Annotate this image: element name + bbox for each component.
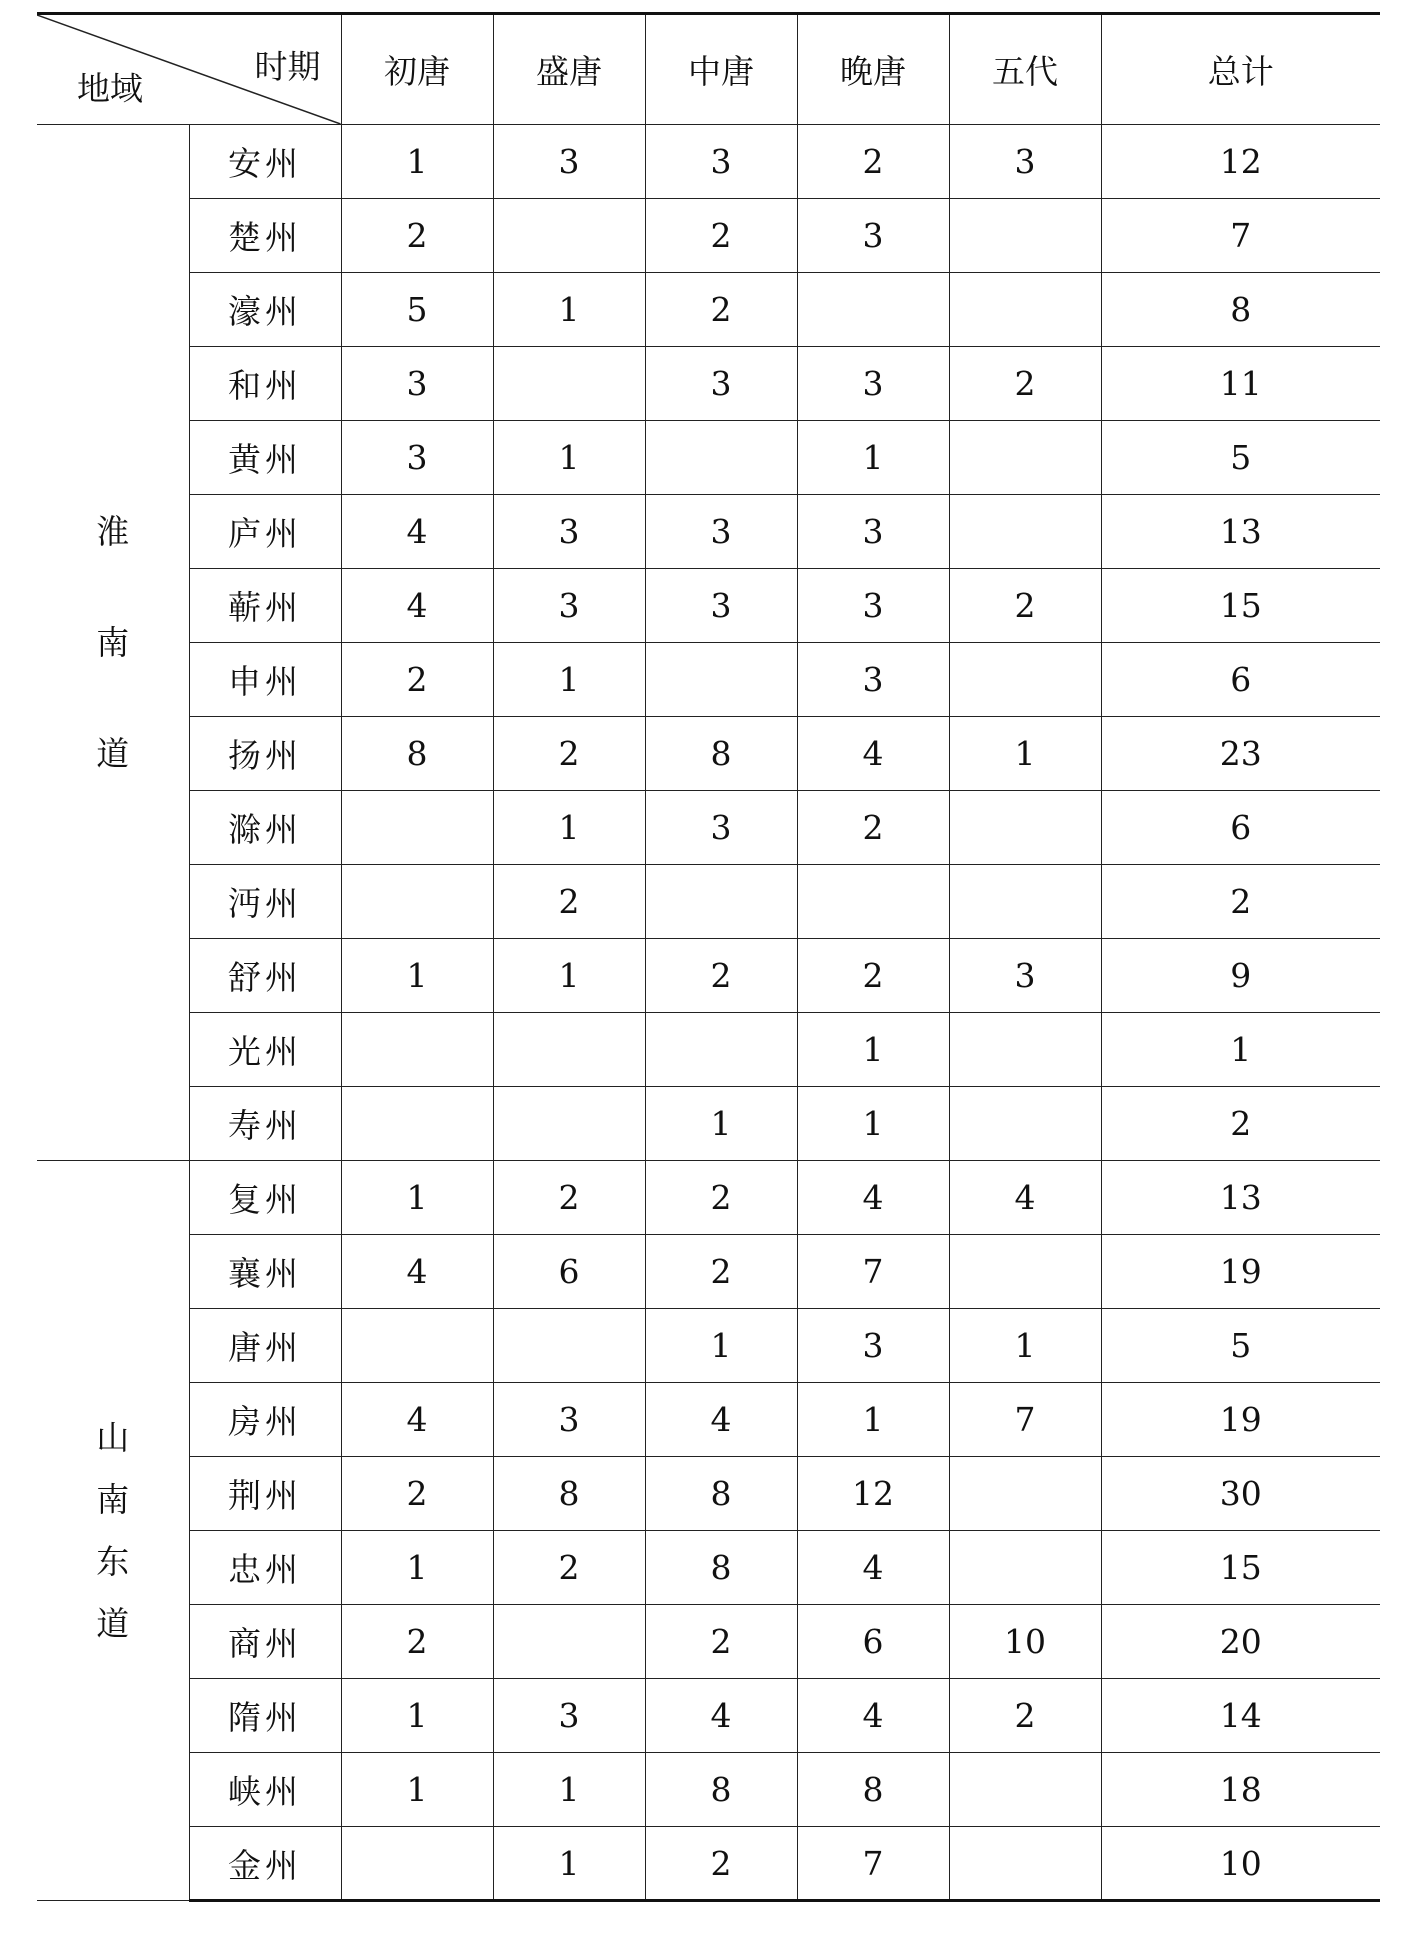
value-cell: 1: [493, 1753, 645, 1827]
total-cell: 10: [1101, 1827, 1380, 1901]
value-cell: 7: [949, 1383, 1101, 1457]
total-cell: 14: [1101, 1679, 1380, 1753]
value-cell: 4: [797, 1679, 949, 1753]
value-cell: 2: [797, 125, 949, 199]
value-cell: 4: [341, 495, 493, 569]
prefecture-name: 金州: [189, 1827, 341, 1901]
value-cell: 3: [341, 421, 493, 495]
column-header: 中唐: [645, 14, 797, 125]
corner-header-cell: [37, 14, 341, 125]
table-row: [37, 495, 1380, 569]
value-cell: [797, 273, 949, 347]
total-cell: 13: [1101, 495, 1380, 569]
value-cell: 2: [797, 791, 949, 865]
value-cell: [493, 199, 645, 273]
value-cell: 1: [341, 1753, 493, 1827]
table-row: [37, 643, 1380, 717]
value-cell: 10: [949, 1605, 1101, 1679]
value-cell: [341, 1013, 493, 1087]
header-row: [37, 14, 1380, 125]
prefecture-name: 商州: [189, 1605, 341, 1679]
value-cell: 2: [949, 569, 1101, 643]
value-cell: 8: [645, 1753, 797, 1827]
prefecture-name: 光州: [189, 1013, 341, 1087]
value-cell: 3: [797, 569, 949, 643]
value-cell: 2: [797, 939, 949, 1013]
prefecture-name: 舒州: [189, 939, 341, 1013]
value-cell: 4: [645, 1679, 797, 1753]
value-cell: 1: [949, 1309, 1101, 1383]
total-cell: 5: [1101, 1309, 1380, 1383]
value-cell: 1: [797, 1383, 949, 1457]
value-cell: 8: [645, 1531, 797, 1605]
total-cell: 19: [1101, 1235, 1380, 1309]
value-cell: 3: [797, 1309, 949, 1383]
prefecture-name: 扬州: [189, 717, 341, 791]
prefecture-name: 庐州: [189, 495, 341, 569]
value-cell: 1: [341, 125, 493, 199]
prefecture-name: 峡州: [189, 1753, 341, 1827]
value-cell: 5: [341, 273, 493, 347]
value-cell: 8: [797, 1753, 949, 1827]
value-cell: 3: [341, 347, 493, 421]
value-cell: 7: [797, 1827, 949, 1901]
value-cell: 3: [645, 495, 797, 569]
value-cell: 8: [341, 717, 493, 791]
table-row: [37, 1679, 1380, 1753]
value-cell: 1: [797, 1013, 949, 1087]
table-row: [37, 1087, 1380, 1161]
prefecture-name: 楚州: [189, 199, 341, 273]
value-cell: 1: [949, 717, 1101, 791]
value-cell: [949, 791, 1101, 865]
value-cell: 1: [645, 1309, 797, 1383]
prefecture-name: 房州: [189, 1383, 341, 1457]
prefecture-name: 襄州: [189, 1235, 341, 1309]
table-row: [37, 273, 1380, 347]
value-cell: 3: [493, 495, 645, 569]
value-cell: [341, 1087, 493, 1161]
value-cell: 3: [493, 125, 645, 199]
value-cell: 2: [645, 1827, 797, 1901]
value-cell: 1: [493, 273, 645, 347]
region-char: 南: [96, 1479, 130, 1519]
table-row: [37, 1309, 1380, 1383]
total-cell: 23: [1101, 717, 1380, 791]
table-row: [37, 1161, 1380, 1235]
value-cell: 3: [645, 125, 797, 199]
value-cell: 2: [493, 717, 645, 791]
prefecture-name: 蕲州: [189, 569, 341, 643]
value-cell: 2: [949, 1679, 1101, 1753]
value-cell: 3: [949, 939, 1101, 1013]
prefecture-name: 沔州: [189, 865, 341, 939]
prefecture-name: 滁州: [189, 791, 341, 865]
prefecture-name: 隋州: [189, 1679, 341, 1753]
value-cell: [645, 865, 797, 939]
value-cell: 4: [341, 1383, 493, 1457]
table-row: [37, 1827, 1380, 1901]
prefecture-name: 复州: [189, 1161, 341, 1235]
table-row: [37, 1605, 1380, 1679]
value-cell: 3: [797, 643, 949, 717]
total-cell: 15: [1101, 569, 1380, 643]
value-cell: 2: [341, 199, 493, 273]
table-row: [37, 1013, 1380, 1087]
table-row: [37, 1531, 1380, 1605]
table-row: [37, 1235, 1380, 1309]
value-cell: 8: [493, 1457, 645, 1531]
value-cell: [341, 1309, 493, 1383]
value-cell: [493, 1087, 645, 1161]
value-cell: 6: [493, 1235, 645, 1309]
table-row: [37, 791, 1380, 865]
prefecture-name: 荆州: [189, 1457, 341, 1531]
total-cell: 15: [1101, 1531, 1380, 1605]
value-cell: [949, 643, 1101, 717]
table-row: [37, 421, 1380, 495]
value-cell: 2: [949, 347, 1101, 421]
region-char: 东: [96, 1541, 130, 1581]
prefecture-name: 和州: [189, 347, 341, 421]
value-cell: 1: [645, 1087, 797, 1161]
value-cell: 3: [645, 347, 797, 421]
value-cell: [949, 1087, 1101, 1161]
value-cell: 2: [493, 1161, 645, 1235]
value-cell: 3: [797, 495, 949, 569]
total-cell: 7: [1101, 199, 1380, 273]
value-cell: 1: [493, 643, 645, 717]
prefecture-name: 唐州: [189, 1309, 341, 1383]
region-char: 淮: [96, 512, 130, 551]
value-cell: 7: [797, 1235, 949, 1309]
value-cell: 1: [341, 1531, 493, 1605]
table-row: [37, 1383, 1380, 1457]
value-cell: [341, 865, 493, 939]
value-cell: 4: [797, 1161, 949, 1235]
value-cell: [341, 1827, 493, 1901]
prefecture-name: 寿州: [189, 1087, 341, 1161]
corner-region-label: 地域: [77, 69, 143, 108]
value-cell: 1: [341, 1161, 493, 1235]
region-char: 道: [96, 734, 130, 773]
column-header: 总计: [1101, 14, 1380, 125]
column-header: 初唐: [341, 14, 493, 125]
total-cell: 11: [1101, 347, 1380, 421]
total-cell: 8: [1101, 273, 1380, 347]
total-cell: 2: [1101, 1087, 1380, 1161]
value-cell: 1: [341, 1679, 493, 1753]
value-cell: 2: [645, 199, 797, 273]
table-row: [37, 199, 1380, 273]
value-cell: 2: [645, 939, 797, 1013]
column-header: 晚唐: [797, 14, 949, 125]
prefecture-name: 安州: [189, 125, 341, 199]
total-cell: 6: [1101, 791, 1380, 865]
prefecture-name: 忠州: [189, 1531, 341, 1605]
value-cell: [949, 199, 1101, 273]
value-cell: 4: [797, 717, 949, 791]
value-cell: 1: [493, 939, 645, 1013]
value-cell: [949, 273, 1101, 347]
total-cell: 12: [1101, 125, 1380, 199]
value-cell: [949, 1827, 1101, 1901]
total-cell: 2: [1101, 865, 1380, 939]
value-cell: 2: [493, 1531, 645, 1605]
value-cell: 3: [645, 791, 797, 865]
column-header: 盛唐: [493, 14, 645, 125]
region-char: 道: [96, 1603, 130, 1643]
value-cell: 3: [645, 569, 797, 643]
value-cell: [493, 1013, 645, 1087]
table-row: [37, 717, 1380, 791]
value-cell: [949, 1753, 1101, 1827]
value-cell: [645, 1013, 797, 1087]
region-char: 山: [96, 1417, 130, 1457]
value-cell: 8: [645, 1457, 797, 1531]
total-cell: 19: [1101, 1383, 1380, 1457]
value-cell: [949, 1457, 1101, 1531]
value-cell: 3: [949, 125, 1101, 199]
value-cell: 2: [645, 273, 797, 347]
value-cell: 4: [949, 1161, 1101, 1235]
value-cell: 2: [645, 1161, 797, 1235]
value-cell: [341, 791, 493, 865]
value-cell: 2: [341, 1457, 493, 1531]
total-cell: 20: [1101, 1605, 1380, 1679]
value-cell: 6: [797, 1605, 949, 1679]
total-cell: 18: [1101, 1753, 1380, 1827]
value-cell: 3: [797, 347, 949, 421]
value-cell: [949, 1531, 1101, 1605]
value-cell: 3: [493, 1679, 645, 1753]
total-cell: 1: [1101, 1013, 1380, 1087]
total-cell: 5: [1101, 421, 1380, 495]
value-cell: [493, 1309, 645, 1383]
value-cell: 8: [645, 717, 797, 791]
value-cell: 2: [341, 1605, 493, 1679]
value-cell: [493, 347, 645, 421]
region-char: 南: [96, 623, 130, 662]
column-header: 五代: [949, 14, 1101, 125]
total-cell: 6: [1101, 643, 1380, 717]
value-cell: 4: [645, 1383, 797, 1457]
value-cell: 3: [493, 569, 645, 643]
corner-period-label: 时期: [254, 47, 321, 86]
value-cell: [797, 865, 949, 939]
value-cell: 1: [341, 939, 493, 1013]
value-cell: 2: [645, 1605, 797, 1679]
value-cell: [949, 1013, 1101, 1087]
value-cell: 1: [493, 421, 645, 495]
table-row: [37, 125, 1380, 199]
value-cell: 2: [341, 643, 493, 717]
value-cell: 1: [797, 421, 949, 495]
table-row: [37, 1457, 1380, 1531]
value-cell: 1: [797, 1087, 949, 1161]
prefecture-name: 濠州: [189, 273, 341, 347]
value-cell: [493, 1605, 645, 1679]
value-cell: 1: [493, 791, 645, 865]
value-cell: 4: [341, 569, 493, 643]
value-cell: 1: [493, 1827, 645, 1901]
value-cell: [949, 495, 1101, 569]
value-cell: [949, 421, 1101, 495]
value-cell: [949, 865, 1101, 939]
total-cell: 30: [1101, 1457, 1380, 1531]
value-cell: 12: [797, 1457, 949, 1531]
value-cell: 4: [797, 1531, 949, 1605]
table-row: [37, 569, 1380, 643]
region-cell: [37, 125, 189, 1161]
value-cell: 2: [493, 865, 645, 939]
data-table: [37, 12, 1380, 1902]
value-cell: 3: [797, 199, 949, 273]
table-row: [37, 1753, 1380, 1827]
total-cell: 13: [1101, 1161, 1380, 1235]
table-row: [37, 939, 1380, 1013]
value-cell: 2: [645, 1235, 797, 1309]
total-cell: 9: [1101, 939, 1380, 1013]
prefecture-name: 申州: [189, 643, 341, 717]
value-cell: 4: [341, 1235, 493, 1309]
prefecture-name: 黄州: [189, 421, 341, 495]
table-row: [37, 347, 1380, 421]
value-cell: [645, 643, 797, 717]
region-cell: [37, 1161, 189, 1901]
value-cell: 3: [493, 1383, 645, 1457]
table-row: [37, 865, 1380, 939]
value-cell: [645, 421, 797, 495]
value-cell: [949, 1235, 1101, 1309]
